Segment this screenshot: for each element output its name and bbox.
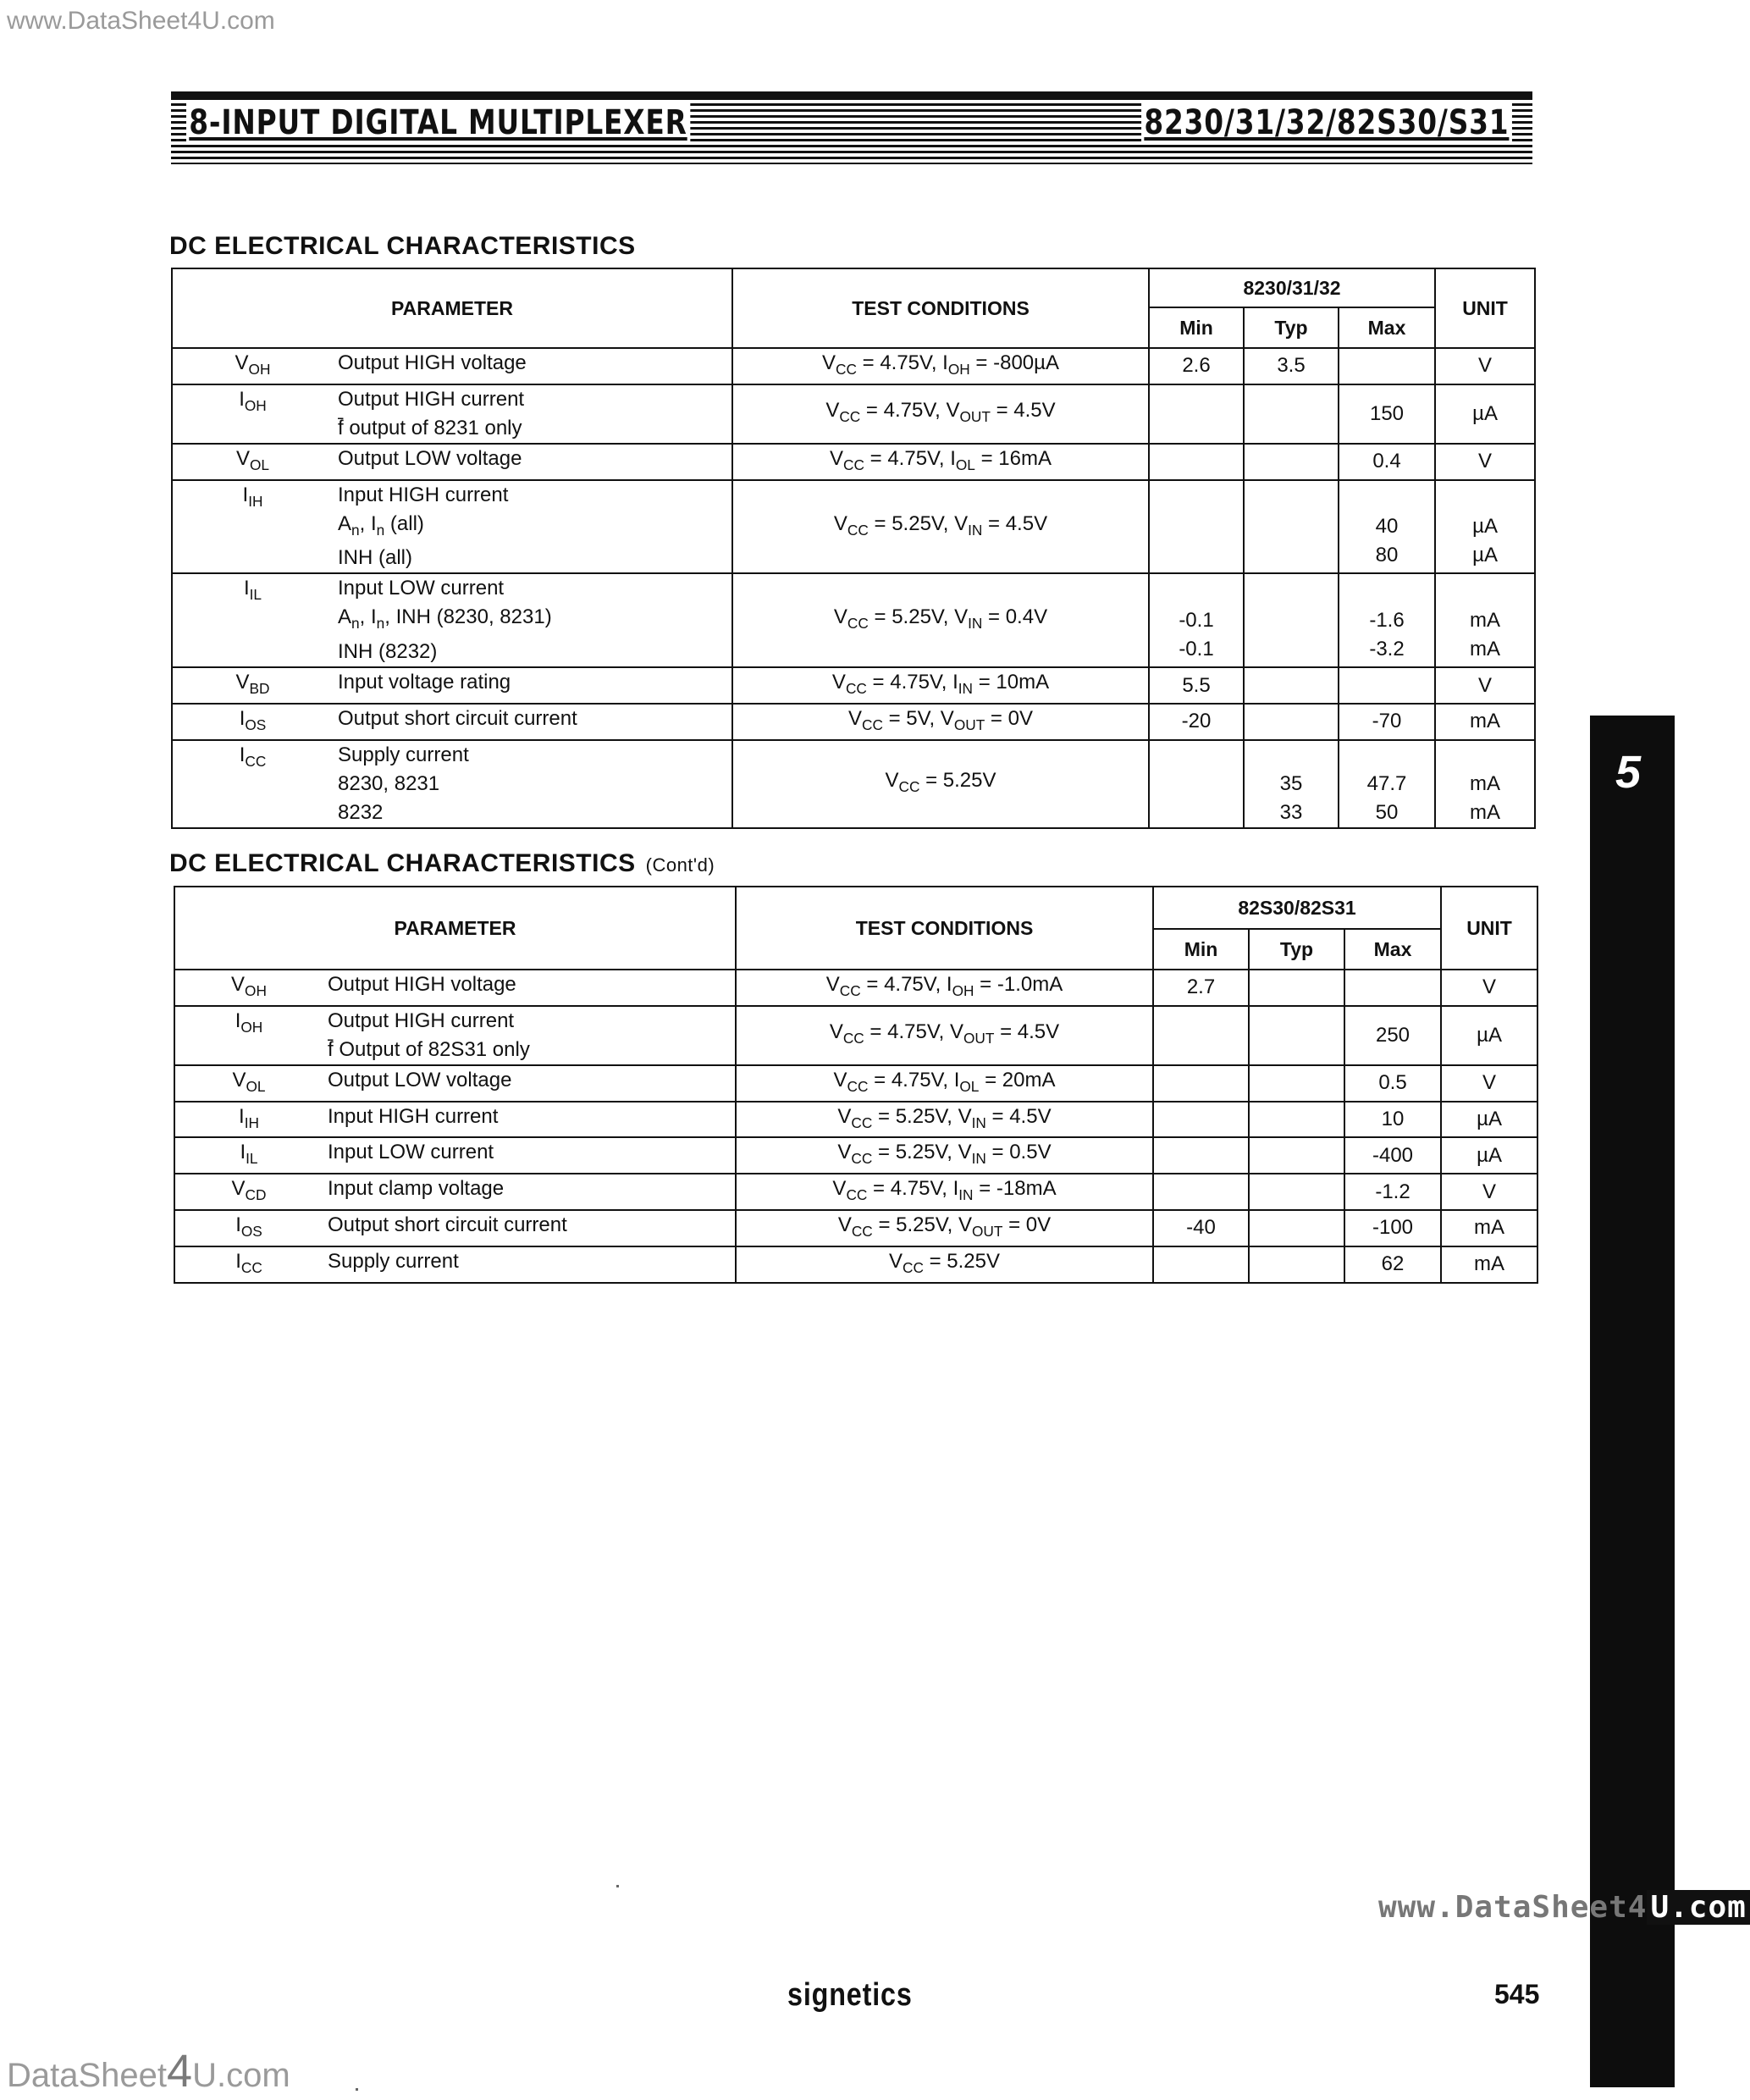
test-condition-cell: $V_{CC} = 4.75V$, $V_{OUT} = 4.5V$ <box>736 1006 1153 1065</box>
unit-cell: µA <box>1435 384 1535 444</box>
min-cell <box>1149 480 1244 574</box>
parameter-cell: Input LOW current <box>323 1137 736 1174</box>
min-cell <box>1149 444 1244 480</box>
dc-characteristics-table-1 <box>171 268 1536 829</box>
unit-cell: µA µA <box>1435 480 1535 574</box>
symbol-cell: $I_{OS}$ <box>172 704 333 740</box>
table-row <box>172 348 1535 384</box>
max-header: Max <box>1339 307 1435 348</box>
unit-cell: mA mA <box>1435 573 1535 667</box>
max-cell: 40 80 <box>1339 480 1435 574</box>
section2-title-text: DC ELECTRICAL CHARACTERISTICS <box>169 849 636 877</box>
test-condition-cell: $V_{CC} = 5V$, $V_{OUT} = 0V$ <box>732 704 1149 740</box>
table-row <box>174 1210 1537 1246</box>
parameter-header: PARAMETER <box>174 887 736 970</box>
min-cell <box>1153 1137 1249 1174</box>
scan-speck <box>616 1885 619 1887</box>
test-condition-cell: $V_{CC} = 4.75V$, $I_{OH} = -1.0mA$ <box>736 970 1153 1006</box>
max-cell: 10 <box>1344 1102 1441 1138</box>
parameter-cell: Output short circuit current <box>323 1210 736 1246</box>
section1-title: DC ELECTRICAL CHARACTERISTICS <box>169 232 636 260</box>
typ-cell <box>1249 1174 1344 1210</box>
table-row <box>172 704 1535 740</box>
min-cell: 2.7 <box>1153 970 1249 1006</box>
table-row <box>172 384 1535 444</box>
max-cell: 62 <box>1344 1246 1441 1283</box>
symbol-cell: $I_{OS}$ <box>174 1210 323 1246</box>
test-condition-cell: $V_{CC} = 4.75V$, $I_{IN} = 10mA$ <box>732 667 1149 704</box>
page-number: 545 <box>1494 1979 1540 2009</box>
header-part-numbers: 8230/31/32/82S30/S31 <box>1141 103 1512 142</box>
max-cell: -1.6 -3.2 <box>1339 573 1435 667</box>
unit-cell: mA <box>1441 1210 1537 1246</box>
unit-header: UNIT <box>1435 268 1535 348</box>
symbol-cell: $I_{IH}$ <box>172 480 333 574</box>
min-header: Min <box>1153 929 1249 970</box>
max-header: Max <box>1344 929 1441 970</box>
min-cell: -20 <box>1149 704 1244 740</box>
symbol-cell: $V_{BD}$ <box>172 667 333 704</box>
parameter-header: PARAMETER <box>172 268 732 348</box>
test-conditions-header: TEST CONDITIONS <box>736 887 1153 970</box>
test-condition-cell: $V_{CC} = 5.25V$, $V_{IN} = 4.5V$ <box>736 1102 1153 1138</box>
parameter-cell: Input HIGH current <box>323 1102 736 1138</box>
max-cell: 0.4 <box>1339 444 1435 480</box>
watermark-bottom-text: DataSheet <box>7 2057 168 2094</box>
max-cell <box>1344 970 1441 1006</box>
test-condition-cell: $V_{CC} = 5.25V$, $V_{IN} = 0.4V$ <box>732 573 1149 667</box>
max-cell: -100 <box>1344 1210 1441 1246</box>
typ-cell <box>1249 1210 1344 1246</box>
typ-cell: 3.5 <box>1244 348 1339 384</box>
table-row <box>172 740 1535 828</box>
typ-cell <box>1249 1006 1344 1065</box>
typ-cell <box>1249 1246 1344 1283</box>
symbol-cell: $V_{OL}$ <box>174 1065 323 1102</box>
watermark-top: www.DataSheet4U.com <box>7 7 275 35</box>
parameter-cell: Output HIGH current f̄ output of 8231 only <box>333 384 732 444</box>
symbol-cell: $I_{OH}$ <box>174 1006 323 1065</box>
scan-speck <box>356 2088 358 2091</box>
test-condition-cell: $V_{CC} = 4.75V$, $V_{OUT} = 4.5V$ <box>732 384 1149 444</box>
typ-cell <box>1244 573 1339 667</box>
parameter-cell: Input LOW current $A_n$, $I_n$, INH (8230, 8231) INH (8232) <box>333 573 732 667</box>
table-row <box>172 444 1535 480</box>
header-banner <box>171 91 1532 164</box>
typ-cell <box>1244 384 1339 444</box>
min-cell <box>1153 1102 1249 1138</box>
symbol-cell: $I_{OH}$ <box>172 384 333 444</box>
table-row <box>174 970 1537 1006</box>
test-condition-cell: $V_{CC} = 5.25V$, $V_{IN} = 4.5V$ <box>732 480 1149 574</box>
symbol-cell: $V_{OL}$ <box>172 444 333 480</box>
min-cell: -0.1 -0.1 <box>1149 573 1244 667</box>
table-row <box>174 1102 1537 1138</box>
symbol-cell: $I_{CC}$ <box>172 740 333 828</box>
max-cell: 47.7 50 <box>1339 740 1435 828</box>
symbol-cell: $I_{IL}$ <box>174 1137 323 1174</box>
max-cell: -1.2 <box>1344 1174 1441 1210</box>
unit-cell: µA <box>1441 1006 1537 1065</box>
test-condition-cell: $V_{CC} = 5.25V$, $V_{IN} = 0.5V$ <box>736 1137 1153 1174</box>
unit-cell: mA <box>1441 1246 1537 1283</box>
typ-header: Typ <box>1249 929 1344 970</box>
section2-title <box>169 849 715 878</box>
min-cell <box>1153 1246 1249 1283</box>
max-cell: -400 <box>1344 1137 1441 1174</box>
min-cell <box>1149 740 1244 828</box>
typ-cell <box>1244 704 1339 740</box>
typ-cell <box>1244 480 1339 574</box>
min-cell: 5.5 <box>1149 667 1244 704</box>
table-row <box>174 1246 1537 1283</box>
unit-cell: V <box>1435 444 1535 480</box>
min-cell <box>1149 384 1244 444</box>
unit-cell: µA <box>1441 1137 1537 1174</box>
max-cell <box>1339 348 1435 384</box>
unit-cell: mA mA <box>1435 740 1535 828</box>
min-cell <box>1153 1006 1249 1065</box>
part-group-header: 82S30/82S31 <box>1153 887 1441 929</box>
watermark-right-inverted: U.com <box>1647 1890 1749 1925</box>
max-cell: 0.5 <box>1344 1065 1441 1102</box>
table-row <box>172 480 1535 574</box>
header-title: 8-INPUT DIGITAL MULTIPLEXER <box>186 103 690 142</box>
typ-cell: 35 33 <box>1244 740 1339 828</box>
table-row <box>172 667 1535 704</box>
unit-cell: V <box>1435 348 1535 384</box>
parameter-cell: Output HIGH current f̄ Output of 82S31 only <box>323 1006 736 1065</box>
min-cell <box>1153 1174 1249 1210</box>
max-cell: -70 <box>1339 704 1435 740</box>
table-row <box>174 1137 1537 1174</box>
parameter-cell: Output short circuit current <box>333 704 732 740</box>
typ-cell <box>1249 1102 1344 1138</box>
parameter-cell: Output HIGH voltage <box>333 348 732 384</box>
parameter-cell: Output LOW voltage <box>333 444 732 480</box>
test-condition-cell: $V_{CC} = 4.75V$, $I_{OH} = -800\mu A$ <box>732 348 1149 384</box>
parameter-cell: Input clamp voltage <box>323 1174 736 1210</box>
typ-cell <box>1244 667 1339 704</box>
min-header: Min <box>1149 307 1244 348</box>
table-row <box>174 1006 1537 1065</box>
watermark-right-text: www.DataSheet4 <box>1378 1890 1648 1925</box>
section-tab-number: 5 <box>1615 747 1642 798</box>
typ-cell <box>1249 1065 1344 1102</box>
test-conditions-header: TEST CONDITIONS <box>732 268 1149 348</box>
symbol-cell: $I_{IH}$ <box>174 1102 323 1138</box>
parameter-cell: Input HIGH current $A_n$, $I_n$ (all) INH (all) <box>333 480 732 574</box>
test-condition-cell: $V_{CC} = 5.25V$ <box>736 1246 1153 1283</box>
max-cell: 250 <box>1344 1006 1441 1065</box>
parameter-cell: Output HIGH voltage <box>323 970 736 1006</box>
table-row <box>174 1174 1537 1210</box>
watermark-bottom-suffix: U.com <box>192 2057 290 2094</box>
typ-header: Typ <box>1244 307 1339 348</box>
test-condition-cell: $V_{CC} = 5.25V$ <box>732 740 1149 828</box>
typ-cell <box>1249 1137 1344 1174</box>
typ-cell <box>1249 970 1344 1006</box>
parameter-cell: Supply current 8230, 8231 8232 <box>333 740 732 828</box>
table-row <box>172 573 1535 667</box>
section2-subtitle: (Cont'd) <box>645 854 715 876</box>
max-cell: 150 <box>1339 384 1435 444</box>
table-row <box>174 1065 1537 1102</box>
unit-cell: mA <box>1435 704 1535 740</box>
section-tab <box>1590 716 1675 2087</box>
watermark-right <box>1378 1890 1750 1925</box>
max-cell <box>1339 667 1435 704</box>
symbol-cell: $I_{IL}$ <box>172 573 333 667</box>
unit-cell: V <box>1441 1174 1537 1210</box>
watermark-bottom-four: 4 <box>167 2046 193 2097</box>
symbol-cell: $I_{CC}$ <box>174 1246 323 1283</box>
unit-cell: µA <box>1441 1102 1537 1138</box>
parameter-cell: Output LOW voltage <box>323 1065 736 1102</box>
symbol-cell: $V_{CD}$ <box>174 1174 323 1210</box>
symbol-cell: $V_{OH}$ <box>172 348 333 384</box>
typ-cell <box>1244 444 1339 480</box>
parameter-cell: Supply current <box>323 1246 736 1283</box>
parameter-cell: Input voltage rating <box>333 667 732 704</box>
test-condition-cell: $V_{CC} = 4.75V$, $I_{OL} = 16mA$ <box>732 444 1149 480</box>
unit-cell: V <box>1441 1065 1537 1102</box>
unit-header: UNIT <box>1441 887 1537 970</box>
min-cell <box>1153 1065 1249 1102</box>
unit-cell: V <box>1441 970 1537 1006</box>
signetics-logo: signetics <box>787 1977 913 2013</box>
symbol-cell: $V_{OH}$ <box>174 970 323 1006</box>
dc-characteristics-table-2 <box>174 886 1538 1284</box>
test-condition-cell: $V_{CC} = 5.25V$, $V_{OUT} = 0V$ <box>736 1210 1153 1246</box>
unit-cell: V <box>1435 667 1535 704</box>
min-cell: 2.6 <box>1149 348 1244 384</box>
part-group-header: 8230/31/32 <box>1149 268 1435 307</box>
min-cell: -40 <box>1153 1210 1249 1246</box>
watermark-bottom <box>7 2045 290 2097</box>
test-condition-cell: $V_{CC} = 4.75V$, $I_{IN} = -18mA$ <box>736 1174 1153 1210</box>
test-condition-cell: $V_{CC} = 4.75V$, $I_{OL} = 20mA$ <box>736 1065 1153 1102</box>
